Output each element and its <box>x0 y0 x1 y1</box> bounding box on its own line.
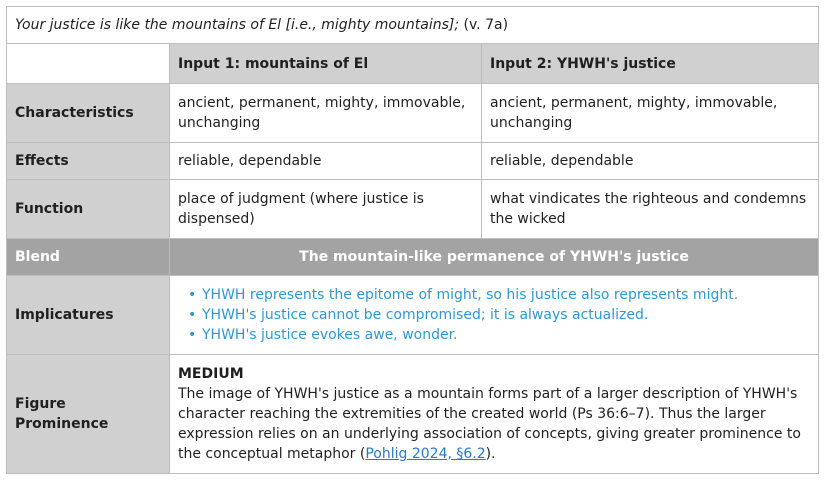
prominence-description <box>178 384 810 464</box>
function-input1: place of judgment (where justice is dispensed) <box>170 180 482 239</box>
characteristics-input2: ancient, permanent, mighty, immovable, unchanging <box>482 84 819 143</box>
bullet-icon: • <box>188 307 197 323</box>
list-item <box>188 285 810 305</box>
verse-text: Your justice is like the mountains of El [i.e., mighty mountains]; <box>15 17 460 33</box>
bullet-icon: • <box>188 287 197 303</box>
figure-prominence-label: Figure Prominence <box>7 355 170 474</box>
bullet-icon: • <box>188 327 197 343</box>
implicature-text: YHWH's justice cannot be compromised; it is always actualized. <box>202 307 649 323</box>
caption-row <box>7 7 819 44</box>
header-input2: Input 2: YHWH's justice <box>482 44 819 84</box>
characteristics-label: Characteristics <box>7 84 170 143</box>
header-input1: Input 1: mountains of El <box>170 44 482 84</box>
implicatures-cell <box>170 276 819 355</box>
prominence-level: MEDIUM <box>178 366 244 382</box>
list-item <box>188 305 810 325</box>
list-item <box>188 325 810 345</box>
implicature-text: YHWH represents the epitome of might, so his justice also represents might. <box>202 287 739 303</box>
verse-reference: (v. 7a) <box>463 17 509 33</box>
header-row <box>7 44 819 84</box>
effects-label: Effects <box>7 143 170 180</box>
prominence-text-end: ). <box>485 446 496 462</box>
function-input2: what vindicates the righteous and condemns the wicked <box>482 180 819 239</box>
blend-label: Blend <box>7 239 170 276</box>
function-row <box>7 180 819 239</box>
implicatures-list <box>178 285 810 345</box>
figure-prominence-row <box>7 355 819 474</box>
blend-row <box>7 239 819 276</box>
implicatures-row <box>7 276 819 355</box>
effects-input1: reliable, dependable <box>170 143 482 180</box>
characteristics-row <box>7 84 819 143</box>
header-empty-cell <box>7 44 170 84</box>
figure-prominence-cell <box>170 355 819 474</box>
conceptual-blend-table <box>6 6 819 474</box>
prominence-text: The image of YHWH's justice as a mountain forms part of a larger description of YHWH's character reaching the extremities of the created world (Ps 36:6–7). Thus the larger expression relies on an underlying association of concepts, giving greater prominence to the conceptual metaphor ( <box>178 386 801 462</box>
implicature-text: YHWH's justice evokes awe, wonder. <box>202 327 458 343</box>
blend-title: The mountain-like permanence of YHWH's justice <box>170 239 819 276</box>
implicatures-label: Implicatures <box>7 276 170 355</box>
citation-link[interactable]: Pohlig 2024, §6.2 <box>365 446 486 462</box>
effects-row <box>7 143 819 180</box>
function-label: Function <box>7 180 170 239</box>
verse-caption <box>7 7 819 44</box>
effects-input2: reliable, dependable <box>482 143 819 180</box>
characteristics-input1: ancient, permanent, mighty, immovable, unchanging <box>170 84 482 143</box>
